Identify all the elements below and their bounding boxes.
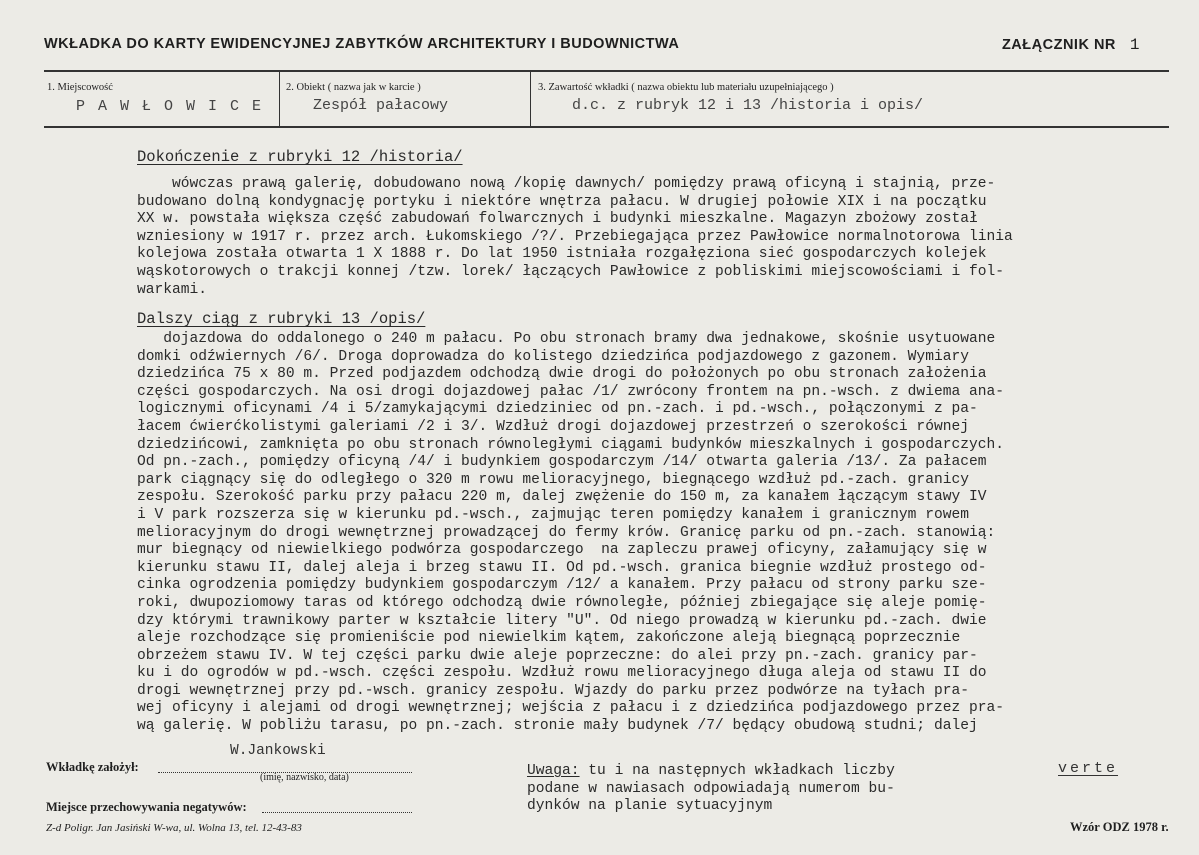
text-line: wzniesiony w 1917 r. przez arch. Łukomskiego /?/. Przebiegająca przez Pawłowice normalnotorowa linia xyxy=(137,228,1013,245)
field-divider xyxy=(530,72,531,127)
text-line: drogi wewnętrznej przy pd.-wsch. granicy zespołu. Wjazdy do parku przez podwórze na tyłach pra- xyxy=(137,682,969,699)
note-line xyxy=(527,763,895,781)
locality-value: P A W Ł O W I C E xyxy=(76,98,264,115)
text-line: wówczas prawą galerię, dobudowano nową /kopię dawnych/ pomiędzy prawą oficyną i stajnią, prze- xyxy=(137,176,996,192)
text-line: i V park rozszerza się w kierunku pd.-wsch., zajmując teren pomiędzy kanałem i granicznym rowem xyxy=(137,506,969,523)
text-line: wej oficyny i alejami od drogi wewnętrznej; wejścia z pałacu i z dziedzińca podjazdowego przez pra- xyxy=(137,700,1005,717)
note-text: tu i na następnych wkładkach liczby xyxy=(579,763,895,779)
text-line: aleje rozchodzące się promieniście pod niewielkim kątem, zakończone aleją biegnącą poprzecznie xyxy=(137,630,961,647)
annex-label: ZAŁĄCZNIK NR xyxy=(1001,37,1116,53)
text-line: melioracyjnym do drogi wewnętrznej prowadzącej do fermy krów. Granicę parku od pn.-zach. stanowią: xyxy=(137,524,996,541)
text-line: roki, dwupoziomowy taras od którego odchodzą dwie równoległe, później zbiegające się aleje pomię- xyxy=(137,594,987,611)
card-header xyxy=(44,36,1154,58)
author-label: Wkładkę założył: xyxy=(46,760,139,774)
text-line: dziedzińca 75 x 80 m. Przed podjazdem odchodzą dwie drogi do położonych po obu stronach założenia xyxy=(137,366,987,383)
note-line: podane w nawiasach odpowiadają numerom bu- xyxy=(527,780,895,797)
author-hint: (imię, nazwisko, data) xyxy=(260,772,349,783)
text-line: wą galerię. W pobliżu tarasu, po pn.-zach. stronie mały budynek /7/ będący obudową studni; dalej xyxy=(137,718,978,735)
bottom-rule xyxy=(44,126,1169,128)
text-line: logicznymi oficynami /4 i 5/zamykającymi dziedziniec od pn.-zach. i pd.-wsch., połączonymi z pa- xyxy=(137,401,978,418)
content-label: 3. Zawartość wkładki ( nazwa obiektu lub materiału uzupełniającego ) xyxy=(538,82,834,93)
text-line: warkami. xyxy=(137,281,208,298)
locality-label: 1. Miejscowość xyxy=(47,82,113,93)
history-paragraph xyxy=(137,176,1157,299)
text-line: Od pn.-zach., pomiędzy oficyną /4/ i budynkiem gospodarczym /14/ otwarta galeria /13/. Za pałacem xyxy=(137,454,987,471)
printer-imprint: Z-d Poligr. Jan Jasiński W-wa, ul. Wolna 13, tel. 12-43-83 xyxy=(46,822,302,834)
text-line: domki odźwiernych /6/. Droga doprowadza do kolistego dziedzińca podjazdowego z gazonem. Wymiary xyxy=(137,348,969,365)
text-line: kolejowa została otwarta 1 X 1888 r. Do lat 1950 istniała rozgałęziona sieć gospodarczych kolejek xyxy=(137,246,987,263)
text-line: ku i do ogrodów w pd.-wsch. części zespołu. Wzdłuż rowu melioracyjnego długa aleja od stawu II do xyxy=(137,665,987,682)
text-line: łacem ćwierćkolistymi galeriami /2 i 3/. Wzdłuż drogi dojazdowej przestrzeń o szerokości równej xyxy=(137,418,969,435)
card-title: WKŁADKA DO KARTY EWIDENCYJNEJ ZABYTKÓW ARCHITEKTURY I BUDOWNICTWA xyxy=(44,36,680,52)
negatives-dotted-line xyxy=(262,812,412,813)
annex-label-group xyxy=(1002,36,1140,54)
field-divider xyxy=(279,72,280,127)
description-heading: Dalszy ciąg z rubryki 13 /opis/ xyxy=(137,310,426,328)
description-paragraph xyxy=(137,331,1157,736)
text-line: wąskotorowych o trakcji konnej /tzw. lorek/ łączących Pawłowice z pobliskimi miejscowościami i fol- xyxy=(137,263,1005,280)
text-line: mur biegnący od niewielkiego podwórza gospodarczego na zapleczu prawej oficyny, załamujący się w xyxy=(137,542,987,559)
history-heading: Dokończenie z rubryki 12 /historia/ xyxy=(137,148,463,166)
text-line: dzy którymi trawnikowy parter w kształcie litery "U". Od niego prowadzą w kierunku pd.-zach. dwie xyxy=(137,612,987,629)
content-value: d.c. z rubryk 12 i 13 /historia i opis/ xyxy=(572,97,924,114)
text-line: park ciągnący się do odległego o 320 m rowu melioracyjnego, biegnącego wzdłuż pd.-zach. granicy xyxy=(137,471,969,488)
note-label: Uwaga: xyxy=(527,763,580,779)
note-block xyxy=(527,763,895,816)
text-line: kierunku stawu II, dalej aleja i brzeg stawu II. Od pd.-wsch. granica biegnie wzdłuż prostego od- xyxy=(137,559,987,576)
negatives-field xyxy=(46,800,247,815)
object-label: 2. Obiekt ( nazwa jak w karcie ) xyxy=(286,82,421,93)
text-line: części gospodarczych. Na osi drogi dojazdowej pałac /1/ zwrócony frontem na pn.-wsch. z dwiema ana- xyxy=(137,383,1005,400)
form-code: Wzór ODZ 1978 r. xyxy=(1070,820,1169,834)
annex-number: 1 xyxy=(1129,36,1140,54)
negatives-label: Miejsce przechowywania negatywów: xyxy=(46,800,247,814)
top-rule xyxy=(44,70,1169,72)
text-line: obrzeżem stawu IV. W tej części parku dwie aleje poprzeczne: do alei przy pn.-zach. granicy par- xyxy=(137,647,978,664)
text-line: dziedzińcowi, zamknięta po obu stronach równoległymi ciągami budynków mieszkalnych i gospodarczych. xyxy=(137,436,1005,453)
note-line: dynków na planie sytuacyjnym xyxy=(527,798,773,815)
author-value: W.Jankowski xyxy=(230,743,326,759)
author-field xyxy=(46,760,139,775)
object-value: Zespół pałacowy xyxy=(313,97,449,114)
verte-mark: verte xyxy=(1058,760,1119,777)
text-line: cinka ogrodzenia pomiędzy budynkiem gospodarczym /12/ a kanałem. Przy pałacu od strony parku sze- xyxy=(137,577,987,594)
text-line: XX w. powstała większa część zabudowań folwarcznych i budynki mieszkalne. Magazyn zbożowy został xyxy=(137,211,978,228)
text-line: budowano dolną kondygnację portyku i niektóre wnętrza pałacu. W drugiej połowie XIX i na początku xyxy=(137,193,987,210)
text-line: dojazdowa do oddalonego o 240 m pałacu. Po obu stronach bramy dwa jednakowe, skośnie usytuowane xyxy=(137,331,996,347)
text-line: zespołu. Szerokość parku przy pałacu 220 m, dalej zwężenie do 150 m, za kanałem łączącym stawy IV xyxy=(137,489,987,506)
